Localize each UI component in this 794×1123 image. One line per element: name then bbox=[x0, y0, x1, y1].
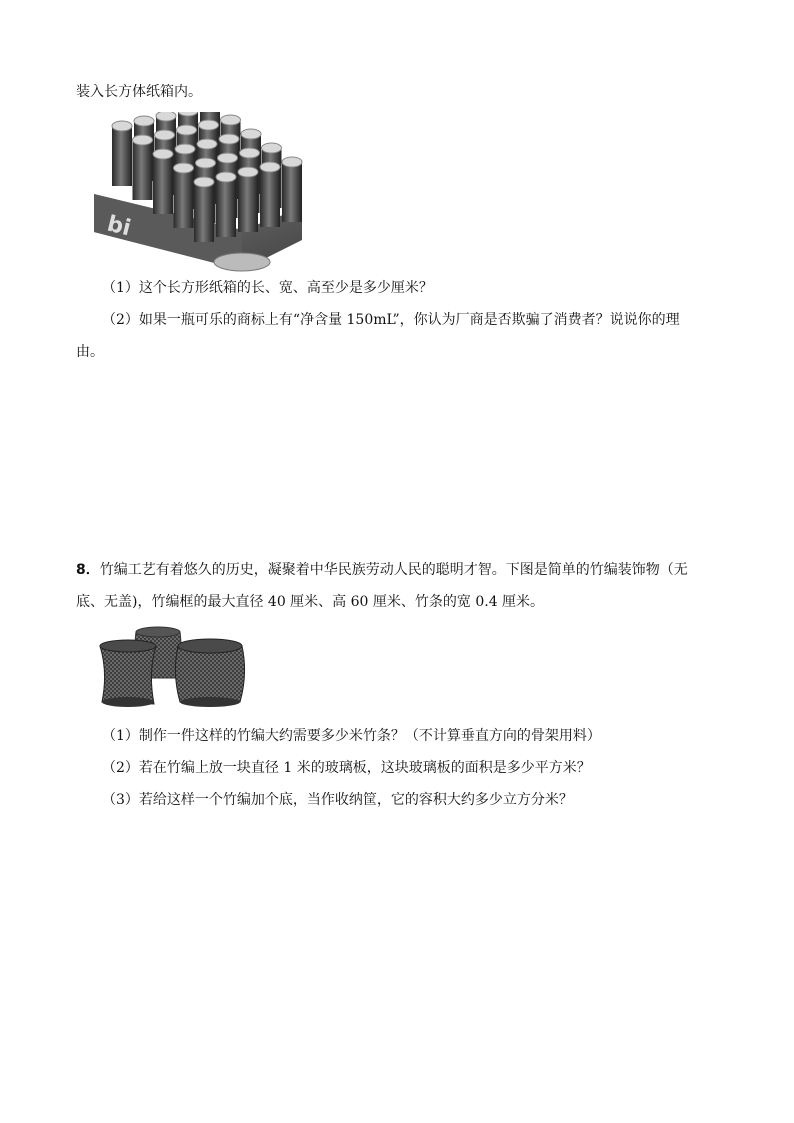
can-body bbox=[153, 154, 173, 214]
can-lid bbox=[153, 149, 173, 159]
can-lid bbox=[177, 125, 197, 135]
q8-stem-line2: 底、无盖)，竹编框的最大直径 40 厘米、高 60 厘米、竹条的宽 0.4 厘米。 bbox=[76, 594, 545, 610]
q8-sub1: （1）制作一件这样的竹编大约需要多少米竹条？（不计算垂直方向的骨架用料） bbox=[102, 728, 601, 744]
can-lid bbox=[112, 121, 132, 131]
q7-intro-tail: 装入长方体纸箱内。 bbox=[76, 84, 202, 100]
can-body bbox=[260, 167, 280, 227]
can-body bbox=[133, 140, 153, 200]
can-lid bbox=[260, 162, 280, 172]
can-body bbox=[238, 172, 258, 232]
q7-sub2-line1: （2）如果一瓶可乐的商标上有“净含量 150mL”，你认为厂商是否欺骗了消费者？说说你的理 bbox=[102, 312, 680, 328]
can-lid bbox=[241, 129, 261, 139]
q8-stem-line1 bbox=[76, 560, 688, 580]
can-lid bbox=[155, 130, 175, 140]
can-lid bbox=[262, 143, 282, 153]
q8-sub2: （2）若在竹编上放一块直径 1 米的玻璃板，这块玻璃板的面积是多少平方米？ bbox=[102, 760, 591, 776]
can-lid bbox=[240, 148, 260, 158]
bamboo-baskets-photo bbox=[94, 624, 246, 712]
can-lid bbox=[175, 144, 195, 154]
q8-sub3: （3）若给这样一个竹编加个底，当作收纳筐，它的容积大约多少立方分米？ bbox=[102, 792, 573, 808]
q8-stem-text: 竹编工艺有着悠久的历史，凝聚着中华民族劳动人民的聪明才智。下图是简单的竹编装饰物（无 bbox=[99, 562, 688, 578]
can-lid bbox=[218, 153, 238, 163]
q8-number: 8． bbox=[76, 562, 100, 578]
can-lid bbox=[216, 172, 236, 182]
can-body bbox=[282, 162, 302, 222]
can-lid bbox=[196, 158, 216, 168]
can-body bbox=[174, 168, 194, 228]
cola-cans-in-box-photo bbox=[92, 112, 304, 272]
can-lid bbox=[197, 139, 217, 149]
can-body bbox=[194, 182, 214, 242]
can-lid bbox=[282, 157, 302, 167]
can-lid bbox=[156, 112, 176, 121]
can-lid bbox=[133, 135, 153, 145]
q7-sub1: （1）这个长方形纸箱的长、宽、高至少是多少厘米？ bbox=[102, 280, 433, 296]
can-lid bbox=[238, 167, 258, 177]
can-lid bbox=[174, 163, 194, 173]
q7-sub2-line2: 由。 bbox=[76, 344, 104, 360]
can-body bbox=[216, 177, 236, 237]
can-lid bbox=[199, 120, 219, 130]
can-body bbox=[112, 126, 132, 186]
can-lid bbox=[219, 134, 239, 144]
can-lid bbox=[194, 177, 214, 187]
svg-text:bi: bi bbox=[104, 211, 134, 242]
can-lid bbox=[134, 116, 154, 126]
can-lid bbox=[221, 115, 241, 125]
